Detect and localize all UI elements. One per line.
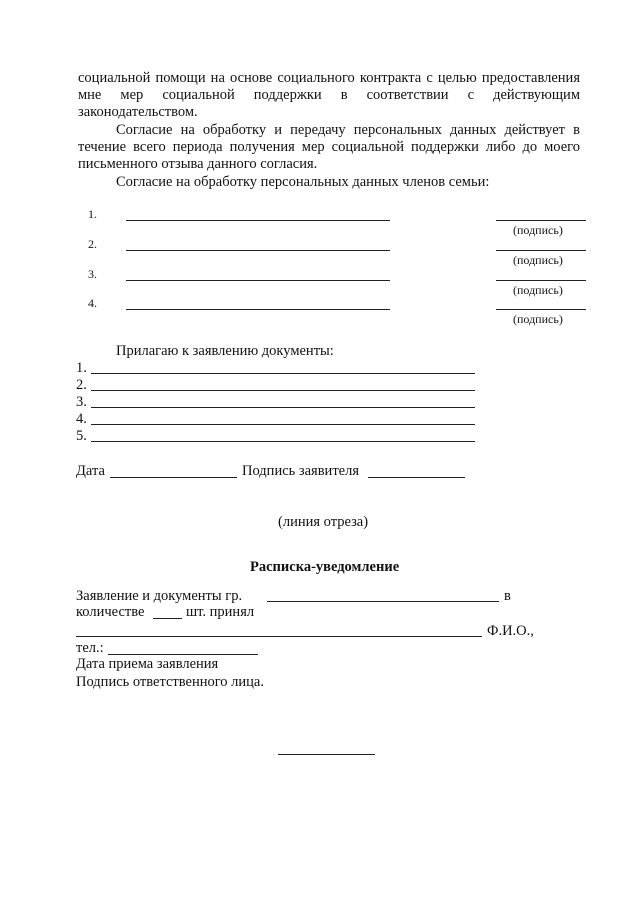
document-item-number: 5.	[76, 428, 87, 444]
document-item-line[interactable]	[91, 373, 475, 374]
receipt-line2-prefix: количестве	[76, 604, 145, 620]
family-member-name-line[interactable]	[126, 250, 390, 251]
signature-caption: (подпись)	[513, 312, 563, 326]
responsible-signature-label: Подпись ответственного лица.	[76, 674, 264, 690]
cut-line-label: (линия отреза)	[278, 514, 369, 530]
family-row-number: 4.	[88, 296, 97, 310]
family-member-name-line[interactable]	[126, 309, 390, 310]
family-row-number: 2.	[88, 237, 97, 251]
applicant-signature-line[interactable]	[368, 477, 465, 478]
tel-label: тел.:	[76, 640, 104, 656]
receipt-line2-suffix: шт. принял	[186, 604, 255, 620]
document-item-number: 2.	[76, 377, 87, 393]
family-consent-heading: Согласие на обработку персональных данных членов семьи:	[116, 174, 490, 190]
date-line[interactable]	[110, 477, 237, 478]
applicant-signature-label: Подпись заявителя	[242, 463, 359, 479]
documents-heading: Прилагаю к заявлению документы:	[116, 343, 334, 359]
document-item-number: 1.	[76, 360, 87, 376]
bottom-separator	[278, 754, 375, 755]
family-member-signature-line[interactable]	[496, 280, 586, 281]
signature-caption: (подпись)	[513, 253, 563, 267]
document-item-line[interactable]	[91, 407, 475, 408]
document-item-line[interactable]	[91, 390, 475, 391]
family-row-number: 3.	[88, 267, 97, 281]
family-member-name-line[interactable]	[126, 220, 390, 221]
receipt-title: Расписка-уведомление	[250, 559, 400, 575]
signature-caption: (подпись)	[513, 223, 563, 237]
family-member-signature-line[interactable]	[496, 220, 586, 221]
signature-caption: (подпись)	[513, 283, 563, 297]
family-member-name-line[interactable]	[126, 280, 390, 281]
quantity-line[interactable]	[153, 618, 182, 619]
applicant-name-line[interactable]	[267, 601, 499, 602]
family-row-number: 1.	[88, 207, 97, 221]
document-item-line[interactable]	[91, 424, 475, 425]
receipt-line1-prefix: Заявление и документы гр.	[76, 588, 243, 604]
tel-line[interactable]	[108, 654, 258, 655]
date-received-label: Дата приема заявления	[76, 656, 219, 672]
receipt-line1-suffix: в	[504, 588, 511, 604]
intro-paragraph-2: Согласие на обработку и передачу персональных данных действует в течение всего периода получения мер социальной поддержки либо до моего письменного отзыва данного согласия.	[78, 122, 580, 172]
receiver-name-line[interactable]	[76, 636, 482, 637]
intro-paragraph-1: социальной помощи на основе социального контракта с целью предоставления мне мер социальной поддержки в соответствии с действующим законодательством.	[78, 70, 580, 120]
family-member-signature-line[interactable]	[496, 309, 586, 310]
family-member-signature-line[interactable]	[496, 250, 586, 251]
document-item-number: 3.	[76, 394, 87, 410]
date-label: Дата	[76, 463, 105, 479]
document-item-line[interactable]	[91, 441, 475, 442]
document-item-number: 4.	[76, 411, 87, 427]
fio-label: Ф.И.О.,	[487, 623, 534, 639]
